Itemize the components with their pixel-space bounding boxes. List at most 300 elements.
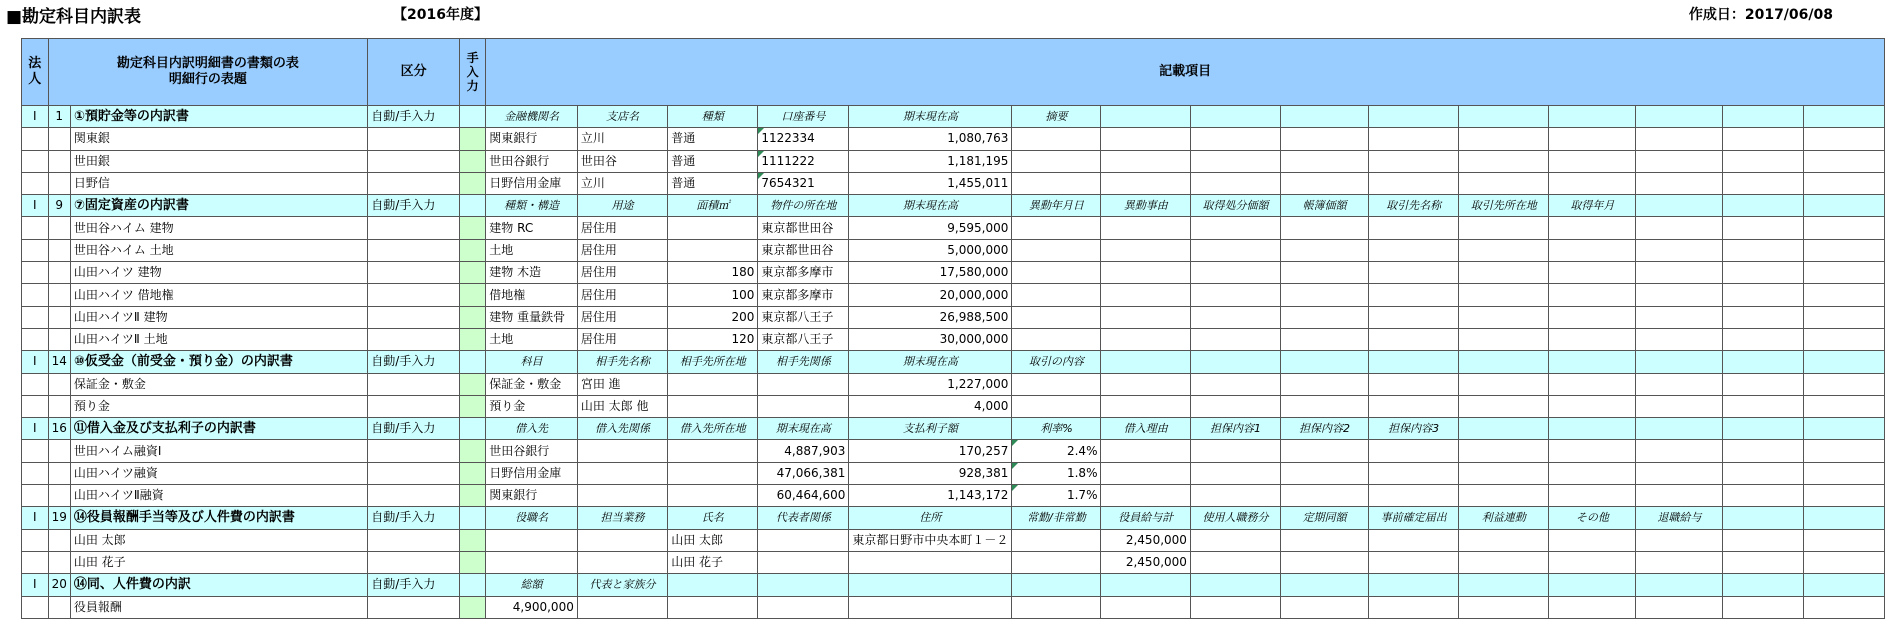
data-cell[interactable] — [1369, 172, 1459, 194]
data-cell[interactable] — [1281, 529, 1369, 551]
data-cell[interactable] — [577, 529, 667, 551]
data-cell[interactable] — [1190, 596, 1280, 618]
data-cell[interactable]: 9,595,000 — [849, 217, 1012, 239]
data-cell[interactable] — [1804, 328, 1885, 350]
row-label[interactable]: 世田ハイム融資Ⅰ — [70, 440, 367, 462]
data-cell[interactable] — [1804, 217, 1885, 239]
data-cell[interactable] — [1636, 128, 1723, 150]
data-cell[interactable] — [1190, 239, 1280, 261]
row-kubun-cell[interactable] — [368, 239, 460, 261]
data-cell[interactable] — [1369, 239, 1459, 261]
data-cell[interactable]: 1.7% — [1012, 485, 1101, 507]
data-cell[interactable]: 60,464,600 — [758, 485, 849, 507]
data-cell[interactable]: 1.8% — [1012, 462, 1101, 484]
manual-input-cell[interactable] — [459, 373, 485, 395]
data-cell[interactable]: 世田谷 — [577, 150, 667, 172]
data-cell[interactable] — [758, 596, 849, 618]
data-cell[interactable] — [1459, 239, 1549, 261]
data-cell[interactable] — [1459, 462, 1549, 484]
manual-input-cell[interactable] — [459, 239, 485, 261]
data-cell[interactable] — [1012, 395, 1101, 417]
data-cell[interactable]: 立川 — [577, 128, 667, 150]
data-cell[interactable]: 居住用 — [577, 217, 667, 239]
data-cell[interactable]: 普通 — [668, 128, 758, 150]
data-cell[interactable]: 100 — [668, 284, 758, 306]
data-cell[interactable] — [1723, 462, 1804, 484]
data-cell[interactable]: 居住用 — [577, 239, 667, 261]
data-cell[interactable] — [1101, 328, 1190, 350]
data-cell[interactable] — [1459, 551, 1549, 573]
data-cell[interactable]: 120 — [668, 328, 758, 350]
data-cell[interactable] — [1281, 373, 1369, 395]
data-cell[interactable] — [1281, 462, 1369, 484]
manual-input-cell[interactable] — [459, 485, 485, 507]
data-cell[interactable] — [849, 551, 1012, 573]
data-cell[interactable] — [1549, 239, 1636, 261]
data-cell[interactable]: 普通 — [668, 172, 758, 194]
row-kubun-cell[interactable] — [368, 217, 460, 239]
data-cell[interactable] — [1549, 485, 1636, 507]
data-cell[interactable] — [577, 485, 667, 507]
data-cell[interactable]: 30,000,000 — [849, 328, 1012, 350]
data-cell[interactable] — [1281, 150, 1369, 172]
data-cell[interactable] — [1636, 440, 1723, 462]
row-kubun-cell[interactable] — [368, 262, 460, 284]
data-cell[interactable] — [1190, 284, 1280, 306]
data-cell[interactable] — [1281, 172, 1369, 194]
data-cell[interactable] — [1804, 529, 1885, 551]
data-cell[interactable]: 4,887,903 — [758, 440, 849, 462]
data-cell[interactable]: 1,080,763 — [849, 128, 1012, 150]
data-cell[interactable] — [1459, 306, 1549, 328]
data-cell[interactable] — [1101, 128, 1190, 150]
manual-input-cell[interactable] — [459, 351, 485, 373]
row-label[interactable]: 山田 花子 — [70, 551, 367, 573]
data-cell[interactable] — [1723, 262, 1804, 284]
row-label[interactable]: 保証金・敷金 — [70, 373, 367, 395]
data-cell[interactable] — [1459, 150, 1549, 172]
row-kubun-cell[interactable] — [368, 551, 460, 573]
data-cell[interactable] — [1101, 284, 1190, 306]
row-kubun-cell[interactable] — [368, 529, 460, 551]
manual-input-cell[interactable] — [459, 462, 485, 484]
data-cell[interactable] — [1636, 551, 1723, 573]
row-kubun-cell[interactable] — [368, 462, 460, 484]
data-cell[interactable] — [1723, 440, 1804, 462]
data-cell[interactable] — [1636, 217, 1723, 239]
data-cell[interactable] — [1012, 217, 1101, 239]
data-cell[interactable] — [1190, 529, 1280, 551]
row-kubun-cell[interactable] — [368, 485, 460, 507]
data-cell[interactable]: 預り金 — [486, 395, 578, 417]
data-cell[interactable] — [1369, 217, 1459, 239]
data-cell[interactable] — [1804, 306, 1885, 328]
data-cell[interactable] — [1012, 551, 1101, 573]
data-cell[interactable] — [1549, 128, 1636, 150]
data-cell[interactable]: 居住用 — [577, 284, 667, 306]
data-cell[interactable] — [577, 440, 667, 462]
data-cell[interactable]: 180 — [668, 262, 758, 284]
data-cell[interactable] — [1012, 373, 1101, 395]
manual-input-cell[interactable] — [459, 529, 485, 551]
data-cell[interactable]: 4,900,000 — [486, 596, 578, 618]
data-cell[interactable] — [1190, 172, 1280, 194]
row-label[interactable]: 世田谷ハイム 土地 — [70, 239, 367, 261]
row-kubun-cell[interactable] — [368, 395, 460, 417]
data-cell[interactable] — [1101, 262, 1190, 284]
data-cell[interactable] — [1369, 284, 1459, 306]
manual-input-cell[interactable] — [459, 328, 485, 350]
manual-input-cell[interactable] — [459, 507, 485, 529]
data-cell[interactable] — [1281, 551, 1369, 573]
data-cell[interactable]: 1,227,000 — [849, 373, 1012, 395]
data-cell[interactable]: 借地権 — [486, 284, 578, 306]
data-cell[interactable] — [1369, 551, 1459, 573]
data-cell[interactable] — [1804, 485, 1885, 507]
data-cell[interactable] — [1723, 596, 1804, 618]
data-cell[interactable]: 建物 RC — [486, 217, 578, 239]
data-cell[interactable] — [668, 239, 758, 261]
data-cell[interactable]: 居住用 — [577, 306, 667, 328]
data-cell[interactable] — [1636, 395, 1723, 417]
row-kubun-cell[interactable] — [368, 284, 460, 306]
data-cell[interactable] — [1190, 485, 1280, 507]
data-cell[interactable] — [1369, 395, 1459, 417]
data-cell[interactable] — [1459, 284, 1549, 306]
data-cell[interactable] — [1549, 172, 1636, 194]
manual-input-cell[interactable] — [459, 395, 485, 417]
row-kubun-cell[interactable] — [368, 172, 460, 194]
row-kubun-cell[interactable] — [368, 373, 460, 395]
data-cell[interactable] — [1459, 440, 1549, 462]
data-cell[interactable] — [1190, 551, 1280, 573]
data-cell[interactable] — [1636, 529, 1723, 551]
manual-input-cell[interactable] — [459, 418, 485, 440]
data-cell[interactable] — [1012, 172, 1101, 194]
data-cell[interactable] — [1804, 373, 1885, 395]
data-cell[interactable]: 世田谷銀行 — [486, 150, 578, 172]
data-cell[interactable]: 2,450,000 — [1101, 551, 1190, 573]
data-cell[interactable]: 山田 花子 — [668, 551, 758, 573]
data-cell[interactable] — [1101, 596, 1190, 618]
row-label[interactable]: 山田ハイツⅡ融資 — [70, 485, 367, 507]
data-cell[interactable] — [1190, 262, 1280, 284]
data-cell[interactable] — [1101, 306, 1190, 328]
data-cell[interactable] — [1723, 395, 1804, 417]
data-cell[interactable] — [1101, 485, 1190, 507]
data-cell[interactable]: 宮田 進 — [577, 373, 667, 395]
data-cell[interactable] — [577, 551, 667, 573]
data-cell[interactable] — [1101, 462, 1190, 484]
data-cell[interactable] — [1012, 128, 1101, 150]
data-cell[interactable]: 居住用 — [577, 328, 667, 350]
row-label[interactable]: 山田ハイツⅡ 建物 — [70, 306, 367, 328]
data-cell[interactable] — [1369, 150, 1459, 172]
data-cell[interactable] — [758, 551, 849, 573]
data-cell[interactable] — [1723, 485, 1804, 507]
manual-input-cell[interactable] — [459, 574, 485, 596]
row-label[interactable]: 山田ハイツ融資 — [70, 462, 367, 484]
data-cell[interactable] — [1804, 239, 1885, 261]
data-cell[interactable] — [1549, 306, 1636, 328]
data-cell[interactable] — [1723, 239, 1804, 261]
data-cell[interactable] — [1369, 373, 1459, 395]
data-cell[interactable] — [1190, 395, 1280, 417]
data-cell[interactable] — [1549, 328, 1636, 350]
data-cell[interactable] — [1723, 306, 1804, 328]
data-cell[interactable]: 東京都世田谷 — [758, 217, 849, 239]
data-cell[interactable] — [1281, 395, 1369, 417]
data-cell[interactable]: 日野信用金庫 — [486, 172, 578, 194]
data-cell[interactable]: 1,455,011 — [849, 172, 1012, 194]
data-cell[interactable] — [1369, 262, 1459, 284]
row-label[interactable]: 山田ハイツⅡ 土地 — [70, 328, 367, 350]
data-cell[interactable]: 東京都世田谷 — [758, 239, 849, 261]
data-cell[interactable] — [1723, 284, 1804, 306]
row-label[interactable]: 世田谷ハイム 建物 — [70, 217, 367, 239]
data-cell[interactable]: 1,181,195 — [849, 150, 1012, 172]
data-cell[interactable] — [1459, 217, 1549, 239]
row-label[interactable]: 日野信 — [70, 172, 367, 194]
data-cell[interactable] — [1549, 440, 1636, 462]
data-cell[interactable] — [1723, 328, 1804, 350]
data-cell[interactable] — [1101, 373, 1190, 395]
data-cell[interactable] — [1190, 440, 1280, 462]
row-label[interactable]: 関東銀 — [70, 128, 367, 150]
manual-input-cell[interactable] — [459, 262, 485, 284]
manual-input-cell[interactable] — [459, 306, 485, 328]
data-cell[interactable] — [1281, 596, 1369, 618]
data-cell[interactable] — [1636, 284, 1723, 306]
data-cell[interactable]: 26,988,500 — [849, 306, 1012, 328]
data-cell[interactable] — [1549, 462, 1636, 484]
data-cell[interactable]: 日野信用金庫 — [486, 462, 578, 484]
data-cell[interactable] — [1012, 328, 1101, 350]
data-cell[interactable]: 関東銀行 — [486, 485, 578, 507]
data-cell[interactable]: 東京都多摩市 — [758, 262, 849, 284]
data-cell[interactable]: 普通 — [668, 150, 758, 172]
data-cell[interactable] — [1723, 551, 1804, 573]
data-cell[interactable] — [1369, 462, 1459, 484]
data-cell[interactable] — [1190, 128, 1280, 150]
data-cell[interactable] — [1101, 395, 1190, 417]
data-cell[interactable] — [668, 440, 758, 462]
data-cell[interactable] — [1636, 150, 1723, 172]
data-cell[interactable] — [1804, 440, 1885, 462]
data-cell[interactable] — [668, 596, 758, 618]
data-cell[interactable]: 保証金・敷金 — [486, 373, 578, 395]
data-cell[interactable] — [1012, 262, 1101, 284]
manual-input-cell[interactable] — [459, 284, 485, 306]
data-cell[interactable] — [849, 596, 1012, 618]
data-cell[interactable] — [1459, 373, 1549, 395]
data-cell[interactable]: 立川 — [577, 172, 667, 194]
data-cell[interactable]: 東京都八王子 — [758, 328, 849, 350]
data-cell[interactable] — [1723, 150, 1804, 172]
row-label[interactable]: 預り金 — [70, 395, 367, 417]
data-cell[interactable] — [1804, 395, 1885, 417]
data-cell[interactable] — [1549, 551, 1636, 573]
data-cell[interactable] — [1369, 485, 1459, 507]
data-cell[interactable]: 土地 — [486, 328, 578, 350]
data-cell[interactable]: 928,381 — [849, 462, 1012, 484]
data-cell[interactable]: 200 — [668, 306, 758, 328]
data-cell[interactable] — [668, 217, 758, 239]
data-cell[interactable] — [1549, 217, 1636, 239]
data-cell[interactable] — [1012, 306, 1101, 328]
data-cell[interactable] — [1101, 172, 1190, 194]
data-cell[interactable]: 世田谷銀行 — [486, 440, 578, 462]
row-kubun-cell[interactable] — [368, 596, 460, 618]
data-cell[interactable] — [1281, 128, 1369, 150]
data-cell[interactable] — [1549, 373, 1636, 395]
row-kubun-cell[interactable] — [368, 150, 460, 172]
data-cell[interactable] — [1723, 172, 1804, 194]
data-cell[interactable] — [1804, 172, 1885, 194]
data-cell[interactable] — [1459, 485, 1549, 507]
data-cell[interactable] — [668, 485, 758, 507]
manual-input-cell[interactable] — [459, 128, 485, 150]
data-cell[interactable] — [486, 551, 578, 573]
row-kubun-cell[interactable] — [368, 328, 460, 350]
data-cell[interactable] — [1636, 596, 1723, 618]
data-cell[interactable]: 山田 太郎 他 — [577, 395, 667, 417]
data-cell[interactable]: 土地 — [486, 239, 578, 261]
data-cell[interactable] — [1549, 395, 1636, 417]
data-cell[interactable] — [1723, 529, 1804, 551]
row-label[interactable]: 山田ハイツ 借地権 — [70, 284, 367, 306]
manual-input-cell[interactable] — [459, 195, 485, 217]
data-cell[interactable]: 建物 重量鉄骨 — [486, 306, 578, 328]
manual-input-cell[interactable] — [459, 596, 485, 618]
data-cell[interactable] — [1281, 239, 1369, 261]
data-cell[interactable] — [1723, 128, 1804, 150]
data-cell[interactable]: 2,450,000 — [1101, 529, 1190, 551]
data-cell[interactable] — [1101, 150, 1190, 172]
data-cell[interactable]: 1,143,172 — [849, 485, 1012, 507]
data-cell[interactable] — [1190, 373, 1280, 395]
data-cell[interactable] — [1281, 262, 1369, 284]
data-cell[interactable] — [1012, 596, 1101, 618]
data-cell[interactable]: 山田 太郎 — [668, 529, 758, 551]
data-cell[interactable] — [1459, 172, 1549, 194]
data-cell[interactable] — [486, 529, 578, 551]
data-cell[interactable]: 2.4% — [1012, 440, 1101, 462]
manual-input-cell[interactable] — [459, 150, 485, 172]
data-cell[interactable] — [1281, 328, 1369, 350]
data-cell[interactable] — [1281, 284, 1369, 306]
data-cell[interactable] — [1723, 373, 1804, 395]
data-cell[interactable]: 17,580,000 — [849, 262, 1012, 284]
data-cell[interactable]: 5,000,000 — [849, 239, 1012, 261]
data-cell[interactable] — [1549, 150, 1636, 172]
data-cell[interactable] — [668, 373, 758, 395]
data-cell[interactable] — [758, 395, 849, 417]
data-cell[interactable] — [1804, 462, 1885, 484]
data-cell[interactable] — [1636, 328, 1723, 350]
data-cell[interactable] — [1369, 440, 1459, 462]
data-cell[interactable] — [1369, 328, 1459, 350]
data-cell[interactable] — [1281, 440, 1369, 462]
data-cell[interactable] — [758, 529, 849, 551]
data-cell[interactable] — [1459, 529, 1549, 551]
data-cell[interactable]: 7654321 — [758, 172, 849, 194]
data-cell[interactable]: 20,000,000 — [849, 284, 1012, 306]
data-cell[interactable] — [1636, 485, 1723, 507]
data-cell[interactable] — [758, 373, 849, 395]
manual-input-cell[interactable] — [459, 172, 485, 194]
data-cell[interactable] — [668, 395, 758, 417]
row-label[interactable]: 山田 太郎 — [70, 529, 367, 551]
data-cell[interactable] — [1101, 440, 1190, 462]
data-cell[interactable] — [668, 462, 758, 484]
data-cell[interactable] — [1190, 306, 1280, 328]
data-cell[interactable] — [1369, 529, 1459, 551]
row-label[interactable]: 役員報酬 — [70, 596, 367, 618]
row-kubun-cell[interactable] — [368, 306, 460, 328]
data-cell[interactable]: 建物 木造 — [486, 262, 578, 284]
data-cell[interactable] — [1804, 150, 1885, 172]
row-kubun-cell[interactable] — [368, 440, 460, 462]
data-cell[interactable] — [1549, 284, 1636, 306]
data-cell[interactable] — [1549, 262, 1636, 284]
data-cell[interactable] — [1804, 596, 1885, 618]
data-cell[interactable] — [1012, 529, 1101, 551]
data-cell[interactable] — [1190, 462, 1280, 484]
data-cell[interactable] — [1369, 306, 1459, 328]
data-cell[interactable]: 東京都日野市中央本町１－２ — [849, 529, 1012, 551]
data-cell[interactable]: 47,066,381 — [758, 462, 849, 484]
data-cell[interactable] — [1190, 217, 1280, 239]
data-cell[interactable] — [1549, 529, 1636, 551]
manual-input-cell[interactable] — [459, 440, 485, 462]
data-cell[interactable] — [1636, 462, 1723, 484]
data-cell[interactable] — [577, 596, 667, 618]
data-cell[interactable]: 170,257 — [849, 440, 1012, 462]
data-cell[interactable] — [1101, 217, 1190, 239]
data-cell[interactable] — [1804, 262, 1885, 284]
data-cell[interactable] — [1804, 128, 1885, 150]
data-cell[interactable] — [1012, 150, 1101, 172]
data-cell[interactable] — [1636, 172, 1723, 194]
row-kubun-cell[interactable] — [368, 128, 460, 150]
data-cell[interactable]: 東京都八王子 — [758, 306, 849, 328]
data-cell[interactable] — [1636, 306, 1723, 328]
data-cell[interactable]: 東京都多摩市 — [758, 284, 849, 306]
data-cell[interactable] — [1012, 284, 1101, 306]
data-cell[interactable] — [1281, 485, 1369, 507]
data-cell[interactable] — [1459, 328, 1549, 350]
data-cell[interactable] — [1459, 128, 1549, 150]
data-cell[interactable] — [1636, 239, 1723, 261]
row-label[interactable]: 山田ハイツ 建物 — [70, 262, 367, 284]
data-cell[interactable]: 関東銀行 — [486, 128, 578, 150]
data-cell[interactable]: 1122334 — [758, 128, 849, 150]
manual-input-cell[interactable] — [459, 217, 485, 239]
manual-input-cell[interactable] — [459, 551, 485, 573]
manual-input-cell[interactable] — [459, 106, 485, 128]
data-cell[interactable] — [1281, 217, 1369, 239]
data-cell[interactable] — [1459, 596, 1549, 618]
data-cell[interactable]: 居住用 — [577, 262, 667, 284]
data-cell[interactable] — [1459, 395, 1549, 417]
data-cell[interactable] — [1101, 239, 1190, 261]
data-cell[interactable]: 4,000 — [849, 395, 1012, 417]
data-cell[interactable] — [1549, 596, 1636, 618]
data-cell[interactable]: 1111222 — [758, 150, 849, 172]
data-cell[interactable] — [1636, 262, 1723, 284]
data-cell[interactable] — [1190, 150, 1280, 172]
